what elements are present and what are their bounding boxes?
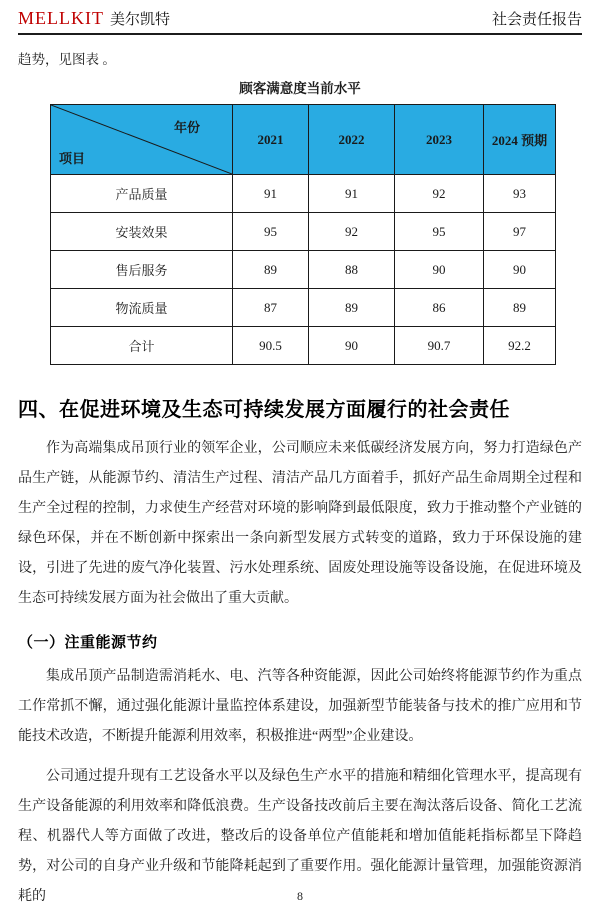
row-label: 售后服务 <box>51 251 233 289</box>
column-header-2023: 2023 <box>395 105 484 175</box>
cell-value: 89 <box>484 289 556 327</box>
cell-value: 91 <box>233 175 309 213</box>
table-row <box>51 289 556 327</box>
column-header-2021: 2021 <box>233 105 309 175</box>
table-row <box>51 251 556 289</box>
brand-name-cn: 美尔凯特 <box>109 12 170 28</box>
cell-value: 90 <box>484 251 556 289</box>
table-row <box>51 213 556 251</box>
report-title: 社会责任报告 <box>491 12 582 28</box>
cell-value: 93 <box>484 175 556 213</box>
column-header-2022: 2022 <box>309 105 395 175</box>
paragraph-energy-consumption: 集成吊顶产品制造需消耗水、电、汽等各种资能源，因此公司始终将能源节约作为重点工作常抓不懈，通过强化能源计量监控体系建设，加强新型节能装备与技术的推广应用和节能技术改造，不断提升能源利用效率，积极推进“两型”企业建设。 <box>18 669 582 744</box>
cell-value: 92 <box>395 175 484 213</box>
section-heading: 四、在促进环境及生态可持续发展方面履行的社会责任 <box>18 397 510 421</box>
cell-value: 95 <box>395 213 484 251</box>
cell-value: 90 <box>395 251 484 289</box>
table-header-row <box>51 105 556 175</box>
table-row <box>51 175 556 213</box>
table-row-total <box>51 327 556 365</box>
paragraph-equipment-upgrade: 公司通过提升现有工艺设备水平以及绿色生产水平的措施和精细化管理水平，提高现有生产设备能源的利用效率和降低浪费。生产设备技改前后主要在淘汰落后设备、简化工艺流程、机器代人等方面做了改进，整改后的设备单位产值能耗和增加值能耗指标都呈下降趋势，对公司的自身产业升级和节能降耗起到了重要作用。强化能源计量管理，加强能资源消耗的 <box>18 769 582 904</box>
row-label: 产品质量 <box>51 175 233 213</box>
column-header-2024: 2024 预期 <box>484 105 556 175</box>
subsection-heading-energy-saving: （一）注重能源节约 <box>18 633 158 651</box>
cell-value: 86 <box>395 289 484 327</box>
cell-value: 92.2 <box>484 327 556 365</box>
table-corner-cell <box>51 105 233 175</box>
cell-value: 97 <box>484 213 556 251</box>
cell-value: 90.7 <box>395 327 484 365</box>
table-title: 顾客满意度当前水平 <box>239 81 361 97</box>
cell-value: 87 <box>233 289 309 327</box>
cell-value: 91 <box>309 175 395 213</box>
cell-value: 95 <box>233 213 309 251</box>
cell-value: 89 <box>233 251 309 289</box>
row-label: 合计 <box>51 327 233 365</box>
page-number: 8 <box>297 889 303 903</box>
cell-value: 88 <box>309 251 395 289</box>
cell-value: 92 <box>309 213 395 251</box>
brand <box>18 8 170 29</box>
row-label: 安装效果 <box>51 213 233 251</box>
page-header <box>18 8 582 35</box>
corner-label-item: 项目 <box>59 151 86 166</box>
corner-label-year: 年份 <box>173 120 200 135</box>
cell-value: 90.5 <box>233 327 309 365</box>
row-label: 物流质量 <box>51 289 233 327</box>
satisfaction-table <box>50 104 556 365</box>
cell-value: 90 <box>309 327 395 365</box>
intro-text: 趋势，见图表 。 <box>18 52 116 67</box>
paragraph-environment-intro: 作为高端集成吊顶行业的领军企业，公司顺应未来低碳经济发展方向，努力打造绿色产品生产链，从能源节约、清洁生产过程、清洁产品几方面着手，抓好产品生命周期全过程和生产全过程的控制，力求使生产经营对环境的影响降到最低限度，致力于推动整个产业链的绿色环保，并在不断创新中探索出一条向新型发展方式转变的道路，致力于环保设施的建设，引进了先进的废气净化装置、污水处理系统、固废处理设施等设备设施，在促进环境及生态可持续发展方面为社会做出了重大贡献。 <box>18 441 582 606</box>
brand-logo-text: MELLKIT <box>18 8 104 28</box>
cell-value: 89 <box>309 289 395 327</box>
